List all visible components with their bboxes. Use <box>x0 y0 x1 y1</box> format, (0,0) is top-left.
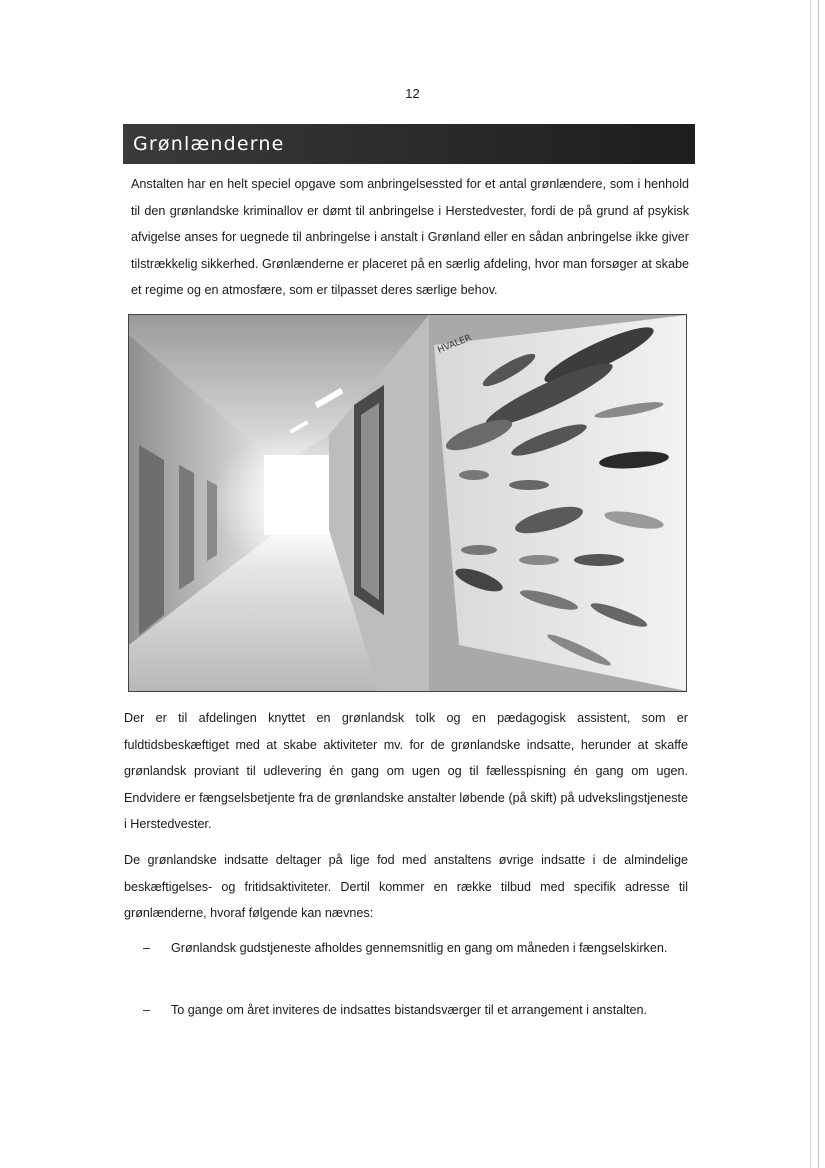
section-title: Grønlænderne <box>133 133 285 155</box>
corridor-photo-illustration <box>129 315 686 691</box>
scan-edge-line <box>810 0 811 1168</box>
list-item <box>143 997 688 1025</box>
staff-paragraph: Der er til afdelingen knyttet en grønlandsk tolk og en pædagogisk assistent, som er fuldtidsbeskæftiget med at skabe aktiviteter mv. for de grønlandske indsatte, herunder at skaffe grønlandsk proviant til udlevering én gang om ugen og til fællesspisning én gang om ugen. Endvidere er fængselsbetjente fra de grønlandske anstalter løbende (på skift) på udvekslingstjeneste i Herstedvester. <box>124 711 688 832</box>
activities-paragraph: De grønlandske indsatte deltager på lige fod med anstaltens øvrige indsatte i de almindelige beskæftigelses- og fritidsaktiviteter. Dertil kommer en række tilbud med specifik adresse til grønlænderne, hvoraf følgende kan nævnes: <box>124 853 688 921</box>
corridor-photo <box>128 314 687 692</box>
page-number: 12 <box>405 86 420 101</box>
bullet-dash: – <box>143 1003 151 1017</box>
list-item-text: To gange om året inviteres de indsattes bistandsværger til et arrangement i anstalten. <box>171 1003 648 1017</box>
section-banner <box>123 124 695 164</box>
list-item-text: Grønlandsk gudstjeneste afholdes gennemsnitlig en gang om måneden i fængselskirken. <box>171 941 668 955</box>
bullet-dash: – <box>143 941 151 955</box>
intro-paragraph: Anstalten har en helt speciel opgave som anbringelsessted for et antal grønlændere, som i henhold til den grønlandske kriminallov er dømt til anbringelse i Herstedvester, fordi de på grund af psykisk afvigelse anses for uegnede til anbringelse i anstalt i Grønland eller en sådan anbringelse ikke giver tilstrækkelig sikkerhed. Grønlænderne er placeret på en særlig afdeling, hvor man forsøger at skabe et regime og en atmosfære, som er tilpasset deres særlige behov. <box>131 177 689 298</box>
scan-edge-line <box>818 0 819 1168</box>
poster-heading: HVALER <box>436 333 474 356</box>
list-item <box>143 935 688 989</box>
